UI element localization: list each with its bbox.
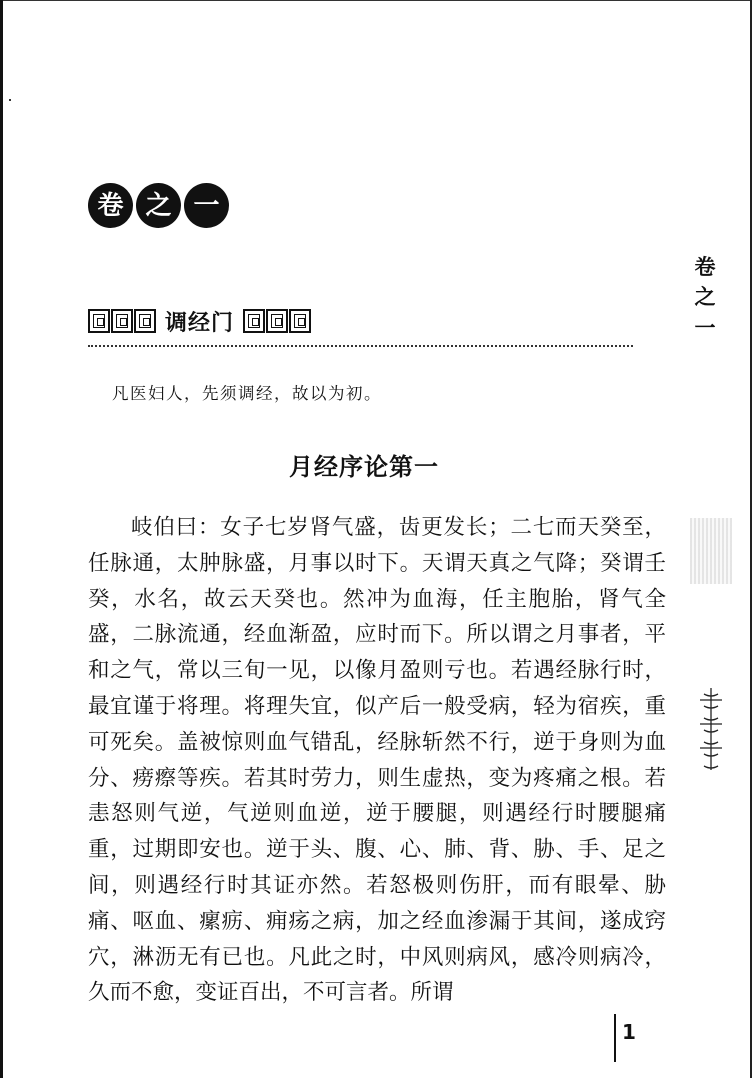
volume-title-char: 一	[184, 183, 229, 228]
page-number-rule	[614, 1014, 616, 1062]
page-number: 1	[622, 1020, 636, 1044]
page-top-border	[0, 0, 752, 1]
running-head-char: 之	[694, 284, 716, 310]
section-title: 调经门	[165, 309, 235, 336]
section-header	[88, 303, 311, 339]
flourish-ornament-icon	[690, 684, 732, 774]
left-ornament-icon	[88, 309, 156, 333]
chapter-title: 月经序论第一	[289, 452, 439, 481]
body-paragraph: 岐伯曰：女子七岁肾气盛，齿更发长；二七而天癸至，任脉通，太肿脉盛，月事以时下。天谓天真之气降；癸谓壬癸，水名，故云天癸也。然冲为血海，任主胞胎，肾气全盛，二脉流通，经血渐盈，应时而下。所以谓之月事者，平和之气，常以三旬一见，以像月盈则亏也。若遇经脉行时，最宜谨于将理。将理失宜，似产后一般受病，轻为宿疾，重可死矣。盖被惊则血气错乱，经脉斩然不行，逆于身则为血分、痨瘵等疾。若其时劳力，则生虚热，变为疼痛之根。若恚怒则气逆，气逆则血逆，逆于腰腿，则遇经行时腰腿痛重，过期即安也。逆于头、腹、心、肺、背、胁、手、足之间，则遇经行时其证亦然。若怒极则伤肝，而有眼晕、胁痛、呕血、瘰疬、痈疡之病，加之经血渗漏于其间，遂成窍穴，淋沥无有已也。凡此之时，中风则病风，感冷则病冷，久而不愈，变证百出，不可言者。所谓	[88, 515, 666, 1006]
dotted-divider	[88, 345, 633, 347]
scan-speck	[9, 99, 11, 101]
volume-title-char: 卷	[88, 183, 133, 228]
right-ornament-icon	[243, 309, 311, 333]
running-head-char: 卷	[694, 254, 716, 279]
body-text	[88, 510, 666, 1011]
volume-title-char: 之	[136, 183, 181, 228]
side-running-head	[694, 252, 716, 343]
page-left-border	[0, 0, 3, 1078]
scan-artifact	[690, 518, 732, 584]
running-head-char: 一	[694, 314, 716, 340]
volume-title	[88, 183, 229, 233]
intro-text: 凡医妇人，先须调经，故以为初。	[112, 384, 382, 403]
